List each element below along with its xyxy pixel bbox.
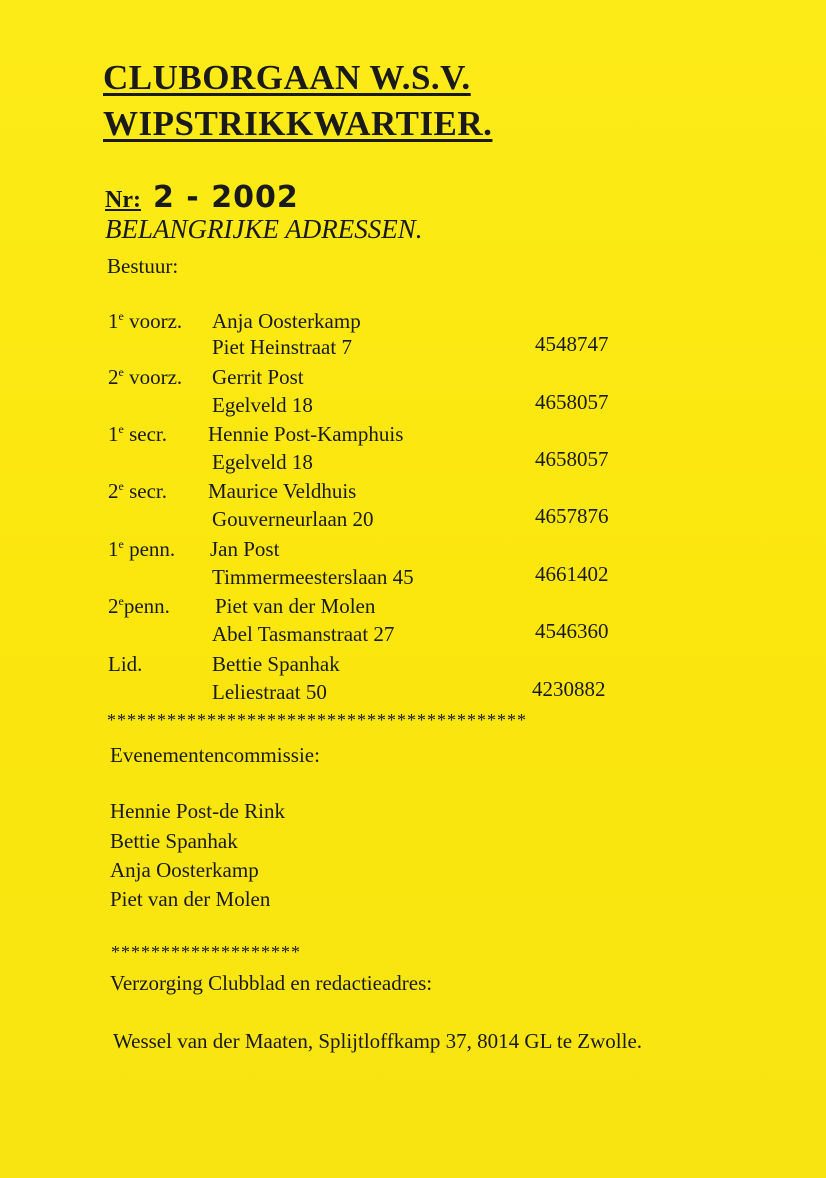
member-phone: 4230882	[532, 677, 606, 701]
issue-number-value: 2 - 2002	[152, 180, 299, 215]
committee-member: Bettie Spanhak	[110, 829, 238, 853]
member-phone: 4548747	[535, 332, 609, 356]
member-address: Piet Heinstraat 7	[212, 335, 352, 359]
member-address: Abel Tasmanstraat 27	[212, 622, 395, 646]
separator-stars: *******************	[111, 942, 301, 962]
redactie-heading: Verzorging Clubblad en redactieadres:	[110, 971, 433, 995]
committee-member: Anja Oosterkamp	[110, 858, 259, 882]
member-address: Timmermeesterslaan 45	[212, 565, 414, 589]
member-name: Piet van der Molen	[215, 594, 376, 618]
member-name: Gerrit Post	[212, 365, 304, 389]
member-phone: 4658057	[535, 390, 609, 414]
member-role: Lid.	[108, 652, 143, 676]
member-name: Bettie Spanhak	[212, 652, 340, 676]
member-name: Jan Post	[210, 537, 280, 561]
member-role: 2epenn.	[108, 594, 170, 618]
member-address: Egelveld 18	[212, 450, 313, 474]
member-name: Anja Oosterkamp	[212, 309, 361, 333]
member-role: 1e voorz.	[108, 309, 183, 333]
member-phone: 4658057	[535, 447, 609, 471]
member-name: Hennie Post-Kamphuis	[208, 422, 404, 446]
redactie-address: Wessel van der Maaten, Splijtloffkamp 37, 8014 GL te Zwolle.	[113, 1029, 643, 1053]
member-address: Egelveld 18	[212, 393, 313, 417]
member-role: 2e voorz.	[108, 365, 183, 389]
committee-member: Hennie Post-de Rink	[110, 799, 285, 823]
member-role: 1e secr.	[108, 422, 167, 446]
member-phone: 4546360	[535, 619, 609, 643]
member-address: Leliestraat 50	[212, 680, 327, 704]
evenementen-heading: Evenementencommissie:	[110, 743, 320, 767]
member-phone: 4657876	[535, 504, 609, 528]
title-line-2: WIPSTRIKKWARTIER.	[103, 104, 493, 143]
member-name: Maurice Veldhuis	[208, 479, 357, 503]
member-role: 1e penn.	[108, 537, 176, 561]
committee-member: Piet van der Molen	[110, 887, 271, 911]
member-role: 2e secr.	[108, 479, 167, 503]
separator-stars: ******************************************	[107, 710, 527, 730]
title-line-1: CLUBORGAAN W.S.V.	[103, 58, 471, 97]
issue-number	[105, 180, 299, 215]
member-phone: 4661402	[535, 562, 609, 586]
page-subtitle: BELANGRIJKE ADRESSEN.	[105, 214, 423, 244]
member-address: Gouverneurlaan 20	[212, 507, 374, 531]
issue-number-label: Nr:	[105, 187, 141, 213]
bestuur-heading: Bestuur:	[107, 254, 179, 278]
